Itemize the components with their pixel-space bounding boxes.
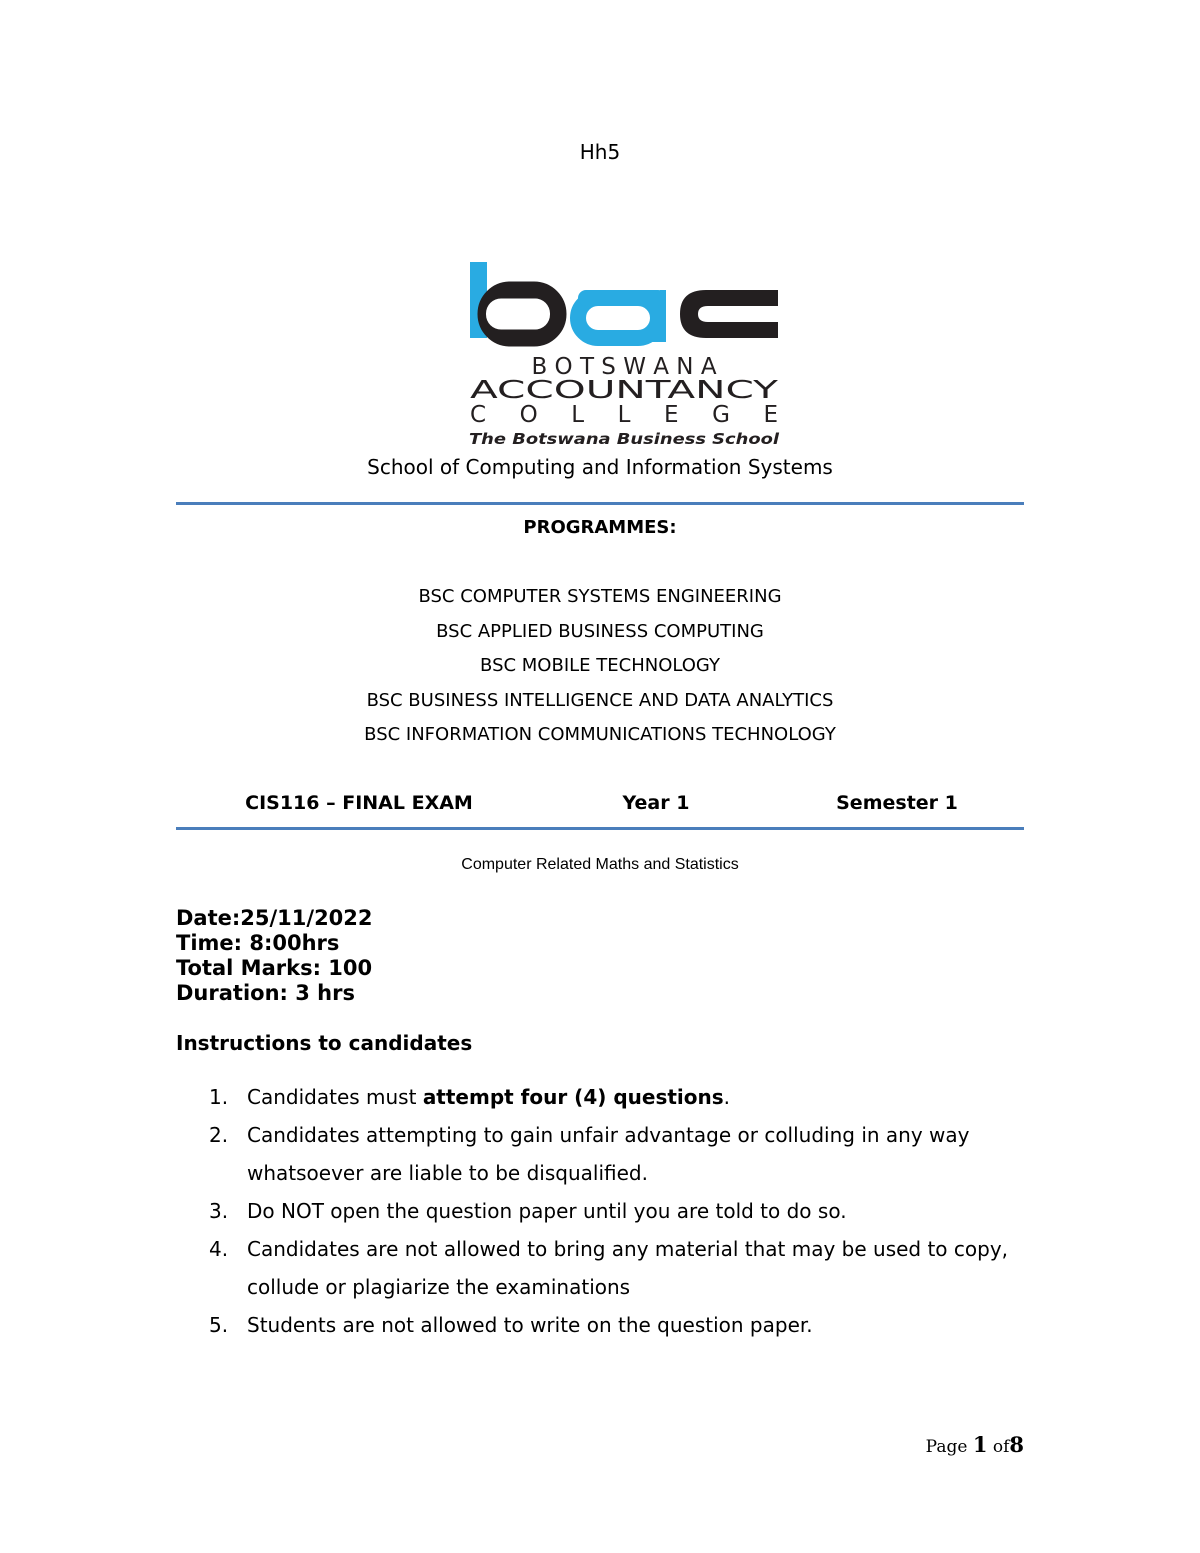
of-word: of <box>992 1437 1010 1457</box>
instruction-emphasis: attempt four (4) questions <box>422 1085 724 1109</box>
instruction-text: Do NOT open the question paper until you are told to do so. <box>247 1199 847 1223</box>
divider-bottom <box>176 827 1024 830</box>
instruction-text: Candidates must <box>247 1085 423 1109</box>
page-number: 1 <box>972 1432 988 1457</box>
page-footer <box>820 1432 1024 1457</box>
instruction-number: 3. <box>209 1199 229 1223</box>
instruction-item <box>176 1306 1036 1344</box>
document-reference-code: Hh5 <box>579 140 621 164</box>
programmes-heading: PROGRAMMES: <box>523 517 677 538</box>
instruction-text-end: . <box>723 1085 731 1109</box>
instruction-number: 4. <box>209 1237 229 1261</box>
instruction-text: Students are not allowed to write on the question paper. <box>247 1313 813 1337</box>
logo-line-college: C O L L E G E <box>470 402 778 428</box>
divider-top <box>176 502 1024 505</box>
instruction-number: 5. <box>209 1313 229 1337</box>
course-title: Computer Related Maths and Statistics <box>461 856 739 873</box>
instruction-number: 2. <box>209 1123 229 1147</box>
logo-line-accountancy: ACCOUNTANCY <box>470 375 780 404</box>
logo-line-botswana: B O T S W A N A <box>531 354 717 380</box>
logo-tagline: The Botswana Business School <box>469 430 781 448</box>
school-name: School of Computing and Information Systems <box>367 455 833 479</box>
page-total: 8 <box>1009 1432 1024 1457</box>
instruction-item <box>176 1192 1036 1230</box>
exam-total-marks: Total Marks: 100 <box>176 956 373 980</box>
exam-semester: Semester 1 <box>836 792 958 814</box>
exam-time: Time: 8:00hrs <box>176 931 340 955</box>
programme-item: BSC APPLIED BUSINESS COMPUTING <box>436 621 764 642</box>
programme-item: BSC INFORMATION COMMUNICATIONS TECHNOLOGY <box>364 724 836 745</box>
instruction-number: 1. <box>209 1085 229 1109</box>
instruction-item <box>176 1078 1036 1116</box>
instruction-text: Candidates are not allowed to bring any material that may be used to copy, collude or plagiarize the examinations <box>247 1237 1009 1299</box>
instruction-item <box>176 1230 1036 1306</box>
instructions-heading: Instructions to candidates <box>176 1031 473 1055</box>
exam-duration: Duration: 3 hrs <box>176 981 355 1005</box>
programme-item: BSC BUSINESS INTELLIGENCE AND DATA ANALYTICS <box>366 690 834 711</box>
programme-item: BSC COMPUTER SYSTEMS ENGINEERING <box>418 586 782 607</box>
logo-a-top <box>578 290 666 306</box>
programme-item: BSC MOBILE TECHNOLOGY <box>480 655 720 676</box>
college-logo <box>466 258 782 448</box>
logo-c <box>680 290 778 338</box>
instruction-item <box>176 1116 1036 1192</box>
instructions-list <box>176 1078 1036 1344</box>
exam-date: Date:25/11/2022 <box>176 906 373 930</box>
instruction-text: Candidates attempting to gain unfair advantage or colluding in any way whatsoever are liable to be disqualified. <box>247 1123 970 1185</box>
exam-year: Year 1 <box>622 792 690 814</box>
page-word: Page <box>925 1437 968 1457</box>
exam-code: CIS116 – FINAL EXAM <box>245 792 473 814</box>
